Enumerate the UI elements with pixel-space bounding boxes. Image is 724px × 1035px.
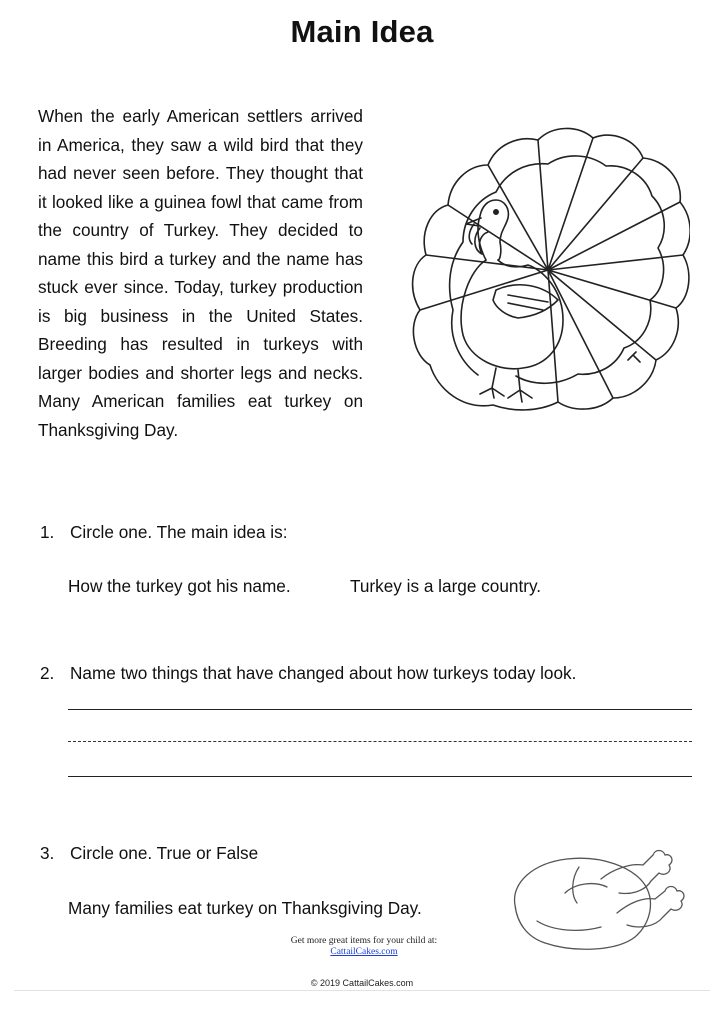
turkey-icon [408, 120, 690, 415]
answer-line-1[interactable] [68, 709, 692, 710]
question-1-option-b[interactable]: Turkey is a large country. [350, 576, 542, 596]
question-3-number: 3. [40, 843, 55, 863]
answer-line-2[interactable] [68, 776, 692, 777]
question-2-number: 2. [40, 663, 55, 683]
promo-text: Get more great items for your child at: [290, 936, 438, 946]
question-1-prompt: Circle one. The main idea is: [70, 522, 288, 542]
question-2-prompt: Name two things that have changed about how turkeys today look. [70, 663, 577, 683]
reading-passage: When the early American settlers arrived in America, they saw a wild bird that they had never seen before. They thought that it looked like a guinea fowl that came from the country of Turkey. They decided to name this bird a turkey and the name has stuck ever since. Today, turkey production is big business in the United States. Breeding has resulted in turkeys with larger bodies and shorter legs and necks. Many American families eat turkey on Thanksgiving Day. [38, 106, 363, 440]
question-2 [40, 661, 576, 685]
question-1 [40, 520, 288, 544]
question-1-number: 1. [40, 522, 55, 542]
footer-divider [14, 990, 710, 991]
answer-line-divider [68, 741, 692, 742]
copyright-notice: © 2019 CattailCakes.com [310, 978, 414, 988]
question-3 [40, 841, 258, 865]
question-3-statement: Many families eat turkey on Thanksgiving Day. [68, 898, 422, 918]
roast-turkey-icon [505, 843, 695, 955]
promo-link[interactable]: CattailCakes.com [330, 947, 398, 957]
promo-box [260, 936, 468, 958]
question-3-prompt: Circle one. True or False [70, 843, 259, 863]
page-title: Main Idea [290, 14, 434, 49]
question-1-option-a[interactable]: How the turkey got his name. [68, 576, 291, 596]
